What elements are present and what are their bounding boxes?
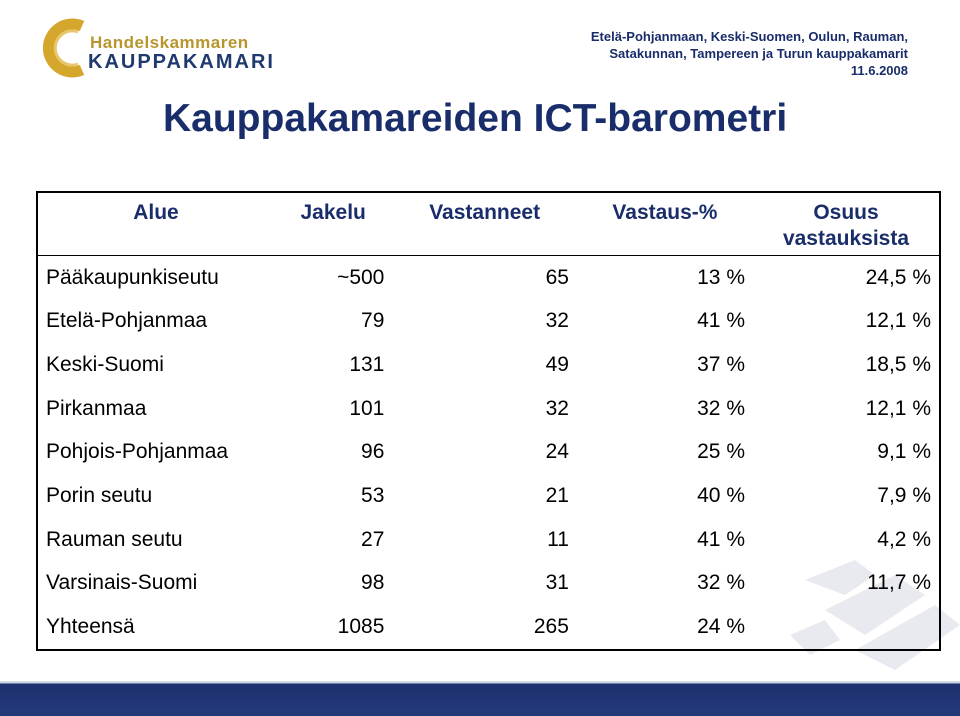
cell-jakelu: 1085 (337, 615, 385, 639)
cell-osuus: 12,1 % (865, 396, 931, 420)
cell-vastanneet: 21 (545, 484, 569, 508)
logo-text-line1: Handelskammaren (90, 33, 249, 52)
cell-jakelu: 27 (361, 527, 385, 551)
column-header-jakelu: Jakelu (300, 201, 366, 224)
table-header-row (37, 192, 940, 256)
cell-vastanneet: 31 (545, 571, 569, 595)
cell-vastaus-percent: 41 % (697, 527, 745, 551)
cell-osuus: 24,5 % (753, 256, 940, 300)
table-row (37, 605, 940, 650)
column-header-alue: Alue (133, 201, 179, 224)
cell-jakelu: 131 (349, 353, 385, 377)
table-row (37, 431, 940, 475)
cell-vastaus-percent: 40 % (697, 484, 745, 508)
cell-vastanneet: 32 (545, 309, 569, 333)
cell-vastaus-percent: 32 % (697, 396, 745, 420)
cell-jakelu: 96 (361, 440, 385, 464)
logo-text-line2: KAUPPAKAMARI (88, 51, 275, 73)
cell-alue: Yhteensä (46, 615, 135, 639)
column-header-osuus: Osuus vastauksista (782, 201, 910, 250)
cell-jakelu: 53 (361, 484, 385, 508)
cell-vastanneet: 24 (545, 440, 569, 464)
cell-vastanneet: 65 (392, 256, 577, 300)
cell-osuus: 18,5 % (865, 353, 931, 377)
cell-vastanneet: 32 (545, 396, 569, 420)
table-row (37, 300, 940, 344)
table-row (37, 562, 940, 606)
cell-alue: Varsinais-Suomi (46, 571, 198, 595)
column-header-vastaus-percent: Vastaus-% (612, 201, 718, 224)
cell-osuus: 9,1 % (877, 440, 931, 464)
cell-alue: Rauman seutu (46, 527, 183, 551)
cell-osuus: 4,2 % (877, 527, 931, 551)
cell-jakelu: 101 (349, 396, 385, 420)
cell-alue: Etelä-Pohjanmaa (46, 309, 208, 333)
cell-vastaus-percent: 32 % (697, 571, 745, 595)
cell-vastaus-percent: 37 % (697, 353, 745, 377)
table-row (37, 256, 940, 300)
header-date: 11.6.2008 (850, 63, 908, 78)
organizations-line2: Satakunnan, Tampereen ja Turun kauppakamarit (609, 46, 908, 61)
cell-vastanneet: 49 (545, 353, 569, 377)
cell-osuus (753, 605, 940, 650)
cell-jakelu: ~500 (274, 256, 392, 300)
cell-vastaus-percent: 25 % (697, 440, 745, 464)
cell-jakelu: 98 (361, 571, 385, 595)
statistics-table (36, 191, 941, 651)
header-organizations (591, 28, 908, 79)
logo (38, 16, 275, 80)
cell-alue: Keski-Suomi (46, 353, 164, 377)
cell-vastanneet: 265 (533, 615, 569, 639)
cell-vastaus-percent: 13 % (577, 256, 753, 300)
cell-osuus: 12,1 % (865, 309, 931, 333)
column-header-vastanneet: Vastanneet (429, 201, 541, 224)
cell-vastanneet: 11 (547, 527, 569, 551)
table-row (37, 343, 940, 387)
footer-bar (0, 681, 960, 716)
cell-alue: Porin seutu (46, 484, 153, 508)
cell-alue: Pohjois-Pohjanmaa (46, 440, 229, 464)
table-body (37, 256, 940, 651)
organizations-line1: Etelä-Pohjanmaan, Keski-Suomen, Oulun, Rauman, (590, 29, 908, 44)
cell-osuus: 7,9 % (877, 484, 931, 508)
cell-alue: Pääkaupunkiseutu (37, 256, 274, 300)
cell-alue: Pirkanmaa (46, 396, 147, 420)
cell-jakelu: 79 (361, 309, 385, 333)
table-row (37, 474, 940, 518)
table-row (37, 387, 940, 431)
cell-vastaus-percent: 41 % (697, 309, 745, 333)
cell-vastaus-percent: 24 % (697, 615, 745, 639)
cell-osuus: 11,7 % (867, 571, 931, 595)
page-title: Kauppakamareiden ICT-barometri (163, 97, 788, 140)
table-row (37, 518, 940, 562)
